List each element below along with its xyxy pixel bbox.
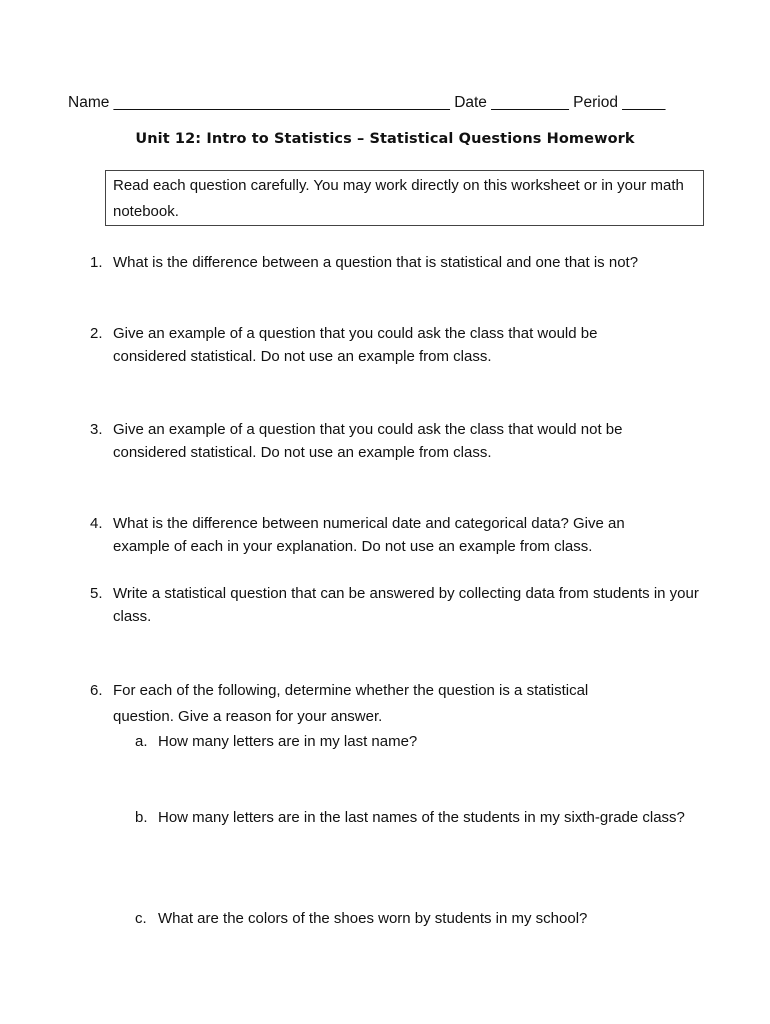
- question-text: What is the difference between numerical date and categorical data? Give an example of each in your explanation. Do not use an example from class.: [113, 515, 625, 555]
- subquestion-letter: c.: [135, 910, 147, 927]
- header-line: [68, 94, 665, 112]
- question-number: 1.: [90, 254, 103, 271]
- question-number: 5.: [90, 585, 103, 602]
- name-blank: _______________________________________: [113, 94, 450, 111]
- question-number: 3.: [90, 421, 103, 438]
- subquestion-letter: b.: [135, 809, 148, 826]
- question-text: Give an example of a question that you could ask the class that would not be considered statistical. Do not use an example from class.: [113, 421, 623, 461]
- question-number: 4.: [90, 515, 103, 532]
- question-text: Give an example of a question that you could ask the class that would be considered statistical. Do not use an example from class.: [113, 325, 598, 365]
- instructions-box: Read each question carefully. You may work directly on this worksheet or in your math notebook.: [105, 170, 704, 226]
- question-text: What is the difference between a question that is statistical and one that is not?: [113, 254, 639, 271]
- question-text: For each of the following, determine whether the question is a statistical question. Give a reason for your answer.: [113, 682, 589, 725]
- period-label: Period: [573, 94, 618, 111]
- period-blank: _____: [622, 94, 666, 111]
- question-number: 2.: [90, 325, 103, 342]
- question-text: Write a statistical question that can be answered by collecting data from students in your class.: [113, 585, 699, 625]
- date-label: Date: [454, 94, 487, 111]
- subquestion-letter: a.: [135, 733, 148, 750]
- question-number: 6.: [90, 682, 103, 699]
- subquestion-text: What are the colors of the shoes worn by students in my school?: [158, 910, 588, 927]
- subquestion-text: How many letters are in my last name?: [158, 733, 418, 750]
- date-blank: _________: [491, 94, 569, 111]
- subquestion-text: How many letters are in the last names of the students in my sixth-grade class?: [158, 809, 685, 826]
- name-label: Name: [68, 94, 110, 111]
- worksheet-title: Unit 12: Intro to Statistics – Statistical Questions Homework: [135, 131, 635, 147]
